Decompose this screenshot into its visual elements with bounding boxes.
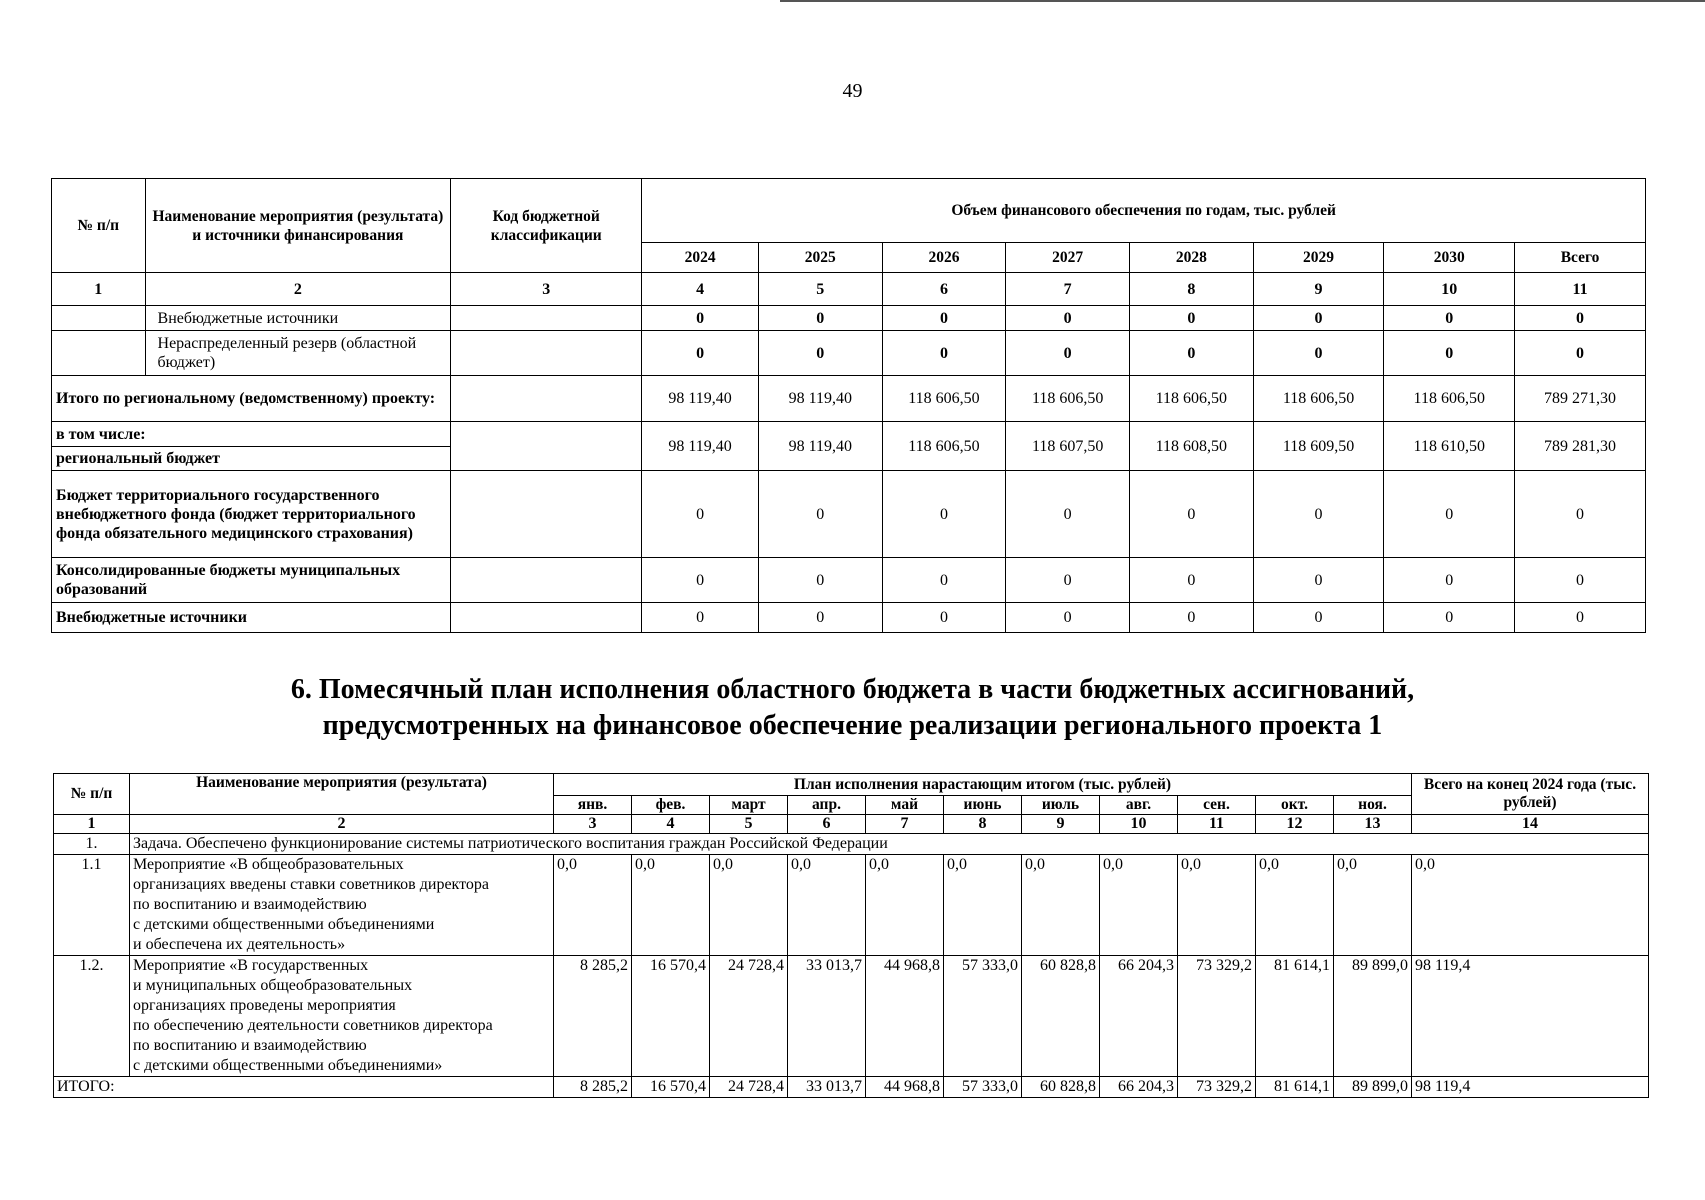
value-cell: 118 606,50 <box>1384 376 1515 422</box>
cell-empty <box>451 603 642 633</box>
total-cell: 98 119,4 <box>1412 1077 1649 1098</box>
value-cell: 0 <box>642 558 759 603</box>
value-cell: 0,0 <box>710 855 788 956</box>
value-cell: 118 606,50 <box>1006 376 1130 422</box>
value-cell: 0,0 <box>554 855 632 956</box>
value-cell: 81 614,1 <box>1256 1077 1334 1098</box>
table-row <box>52 471 1646 558</box>
cell-empty <box>451 422 642 471</box>
header-total: Всего на конец 2024 года (тыс. рублей) <box>1412 774 1649 815</box>
value-cell: 0 <box>758 331 882 376</box>
value-cell: 118 606,50 <box>1129 376 1253 422</box>
index-cell: 3 <box>554 815 632 834</box>
value-cell: 118 610,50 <box>1384 422 1515 471</box>
total-row <box>54 1077 1649 1098</box>
value-cell: 60 828,8 <box>1022 956 1100 1077</box>
header-month: фев. <box>632 796 710 815</box>
value-cell: 0 <box>1129 558 1253 603</box>
header-name: Наименование мероприятия (результата) и источники финансирования <box>145 179 451 273</box>
value-cell: 789 271,30 <box>1515 376 1646 422</box>
cell-empty <box>52 306 146 331</box>
row-label: Нераспределенный резерв (областной бюджет) <box>145 331 451 376</box>
value-cell: 98 119,40 <box>758 422 882 471</box>
value-cell: 0 <box>882 306 1006 331</box>
value-cell: 0 <box>758 558 882 603</box>
header-month: март <box>710 796 788 815</box>
header-code: Код бюджетной классификации <box>451 179 642 273</box>
value-cell: 0 <box>642 603 759 633</box>
header-name: Наименование мероприятия (результата) <box>130 774 554 815</box>
value-cell: 0 <box>882 471 1006 558</box>
value-cell: 0 <box>1384 558 1515 603</box>
header-month: июль <box>1022 796 1100 815</box>
index-cell: 10 <box>1100 815 1178 834</box>
cell-empty <box>451 331 642 376</box>
header-year: 2027 <box>1006 243 1130 273</box>
table-row <box>52 603 1646 633</box>
index-cell: 10 <box>1384 273 1515 306</box>
row-name: Мероприятие «В государственных и муниципальных общеобразовательных организациях проведены мероприятия по обеспечению деятельности советников директора по воспитанию и взаимодействию с детскими общественными объединениями» <box>130 956 554 1077</box>
table-row <box>54 956 1649 1077</box>
index-row <box>54 815 1649 834</box>
value-cell: 118 609,50 <box>1253 422 1384 471</box>
value-cell: 8 285,2 <box>554 1077 632 1098</box>
value-cell: 24 728,4 <box>710 956 788 1077</box>
row-label: Бюджет территориального государственного внебюджетного фонда (бюджет территориального фонда обязательного медицинского страхования) <box>52 471 451 558</box>
total-label: ИТОГО: <box>54 1077 554 1098</box>
index-cell: 5 <box>710 815 788 834</box>
value-cell: 57 333,0 <box>944 1077 1022 1098</box>
value-cell: 0 <box>882 558 1006 603</box>
index-cell: 4 <box>632 815 710 834</box>
index-cell: 11 <box>1178 815 1256 834</box>
header-month: ноя. <box>1334 796 1412 815</box>
financing-table <box>51 178 1646 633</box>
header-month: янв. <box>554 796 632 815</box>
value-cell: 44 968,8 <box>866 956 944 1077</box>
row-label: Внебюджетные источники <box>52 603 451 633</box>
index-cell: 8 <box>944 815 1022 834</box>
value-cell: 0 <box>1515 471 1646 558</box>
header-no: № п/п <box>54 774 130 815</box>
value-cell: 0 <box>1253 558 1384 603</box>
task-number: 1. <box>54 834 130 855</box>
value-cell: 0 <box>1129 331 1253 376</box>
header-year: 2028 <box>1129 243 1253 273</box>
header-month: окт. <box>1256 796 1334 815</box>
header-year: 2026 <box>882 243 1006 273</box>
top-rule <box>780 0 1705 2</box>
value-cell: 0 <box>642 471 759 558</box>
value-cell: 60 828,8 <box>1022 1077 1100 1098</box>
value-cell: 0,0 <box>632 855 710 956</box>
value-cell: 0 <box>1515 603 1646 633</box>
value-cell: 0 <box>758 471 882 558</box>
value-cell: 73 329,2 <box>1178 1077 1256 1098</box>
value-cell: 0 <box>1384 331 1515 376</box>
index-cell: 8 <box>1129 273 1253 306</box>
value-cell: 0 <box>1006 471 1130 558</box>
value-cell: 0 <box>1515 306 1646 331</box>
header-plan: План исполнения нарастающим итогом (тыс. рублей) <box>554 774 1412 796</box>
header-month: апр. <box>788 796 866 815</box>
row-name: Мероприятие «В общеобразовательных организациях введены ставки советников директора по воспитанию и взаимодействию с детскими общественными объединениями и обеспечена их деятельность» <box>130 855 554 956</box>
value-cell: 16 570,4 <box>632 956 710 1077</box>
value-cell: 33 013,7 <box>788 1077 866 1098</box>
row-number: 1.2. <box>54 956 130 1077</box>
value-cell: 8 285,2 <box>554 956 632 1077</box>
section-title <box>0 672 1705 744</box>
header-year: 2030 <box>1384 243 1515 273</box>
value-cell: 98 119,40 <box>758 376 882 422</box>
value-cell: 66 204,3 <box>1100 1077 1178 1098</box>
value-cell: 0 <box>1253 331 1384 376</box>
header-month: июнь <box>944 796 1022 815</box>
value-cell: 118 606,50 <box>1253 376 1384 422</box>
section-title-line: предусмотренных на финансовое обеспечение реализации регионального проекта 1 <box>322 710 1383 741</box>
index-cell: 6 <box>882 273 1006 306</box>
row-label: региональный бюджет <box>52 447 451 471</box>
header-month: сен. <box>1178 796 1256 815</box>
header-year: 2029 <box>1253 243 1384 273</box>
value-cell: 118 606,50 <box>882 422 1006 471</box>
total-cell: 98 119,4 <box>1412 956 1649 1077</box>
value-cell: 789 281,30 <box>1515 422 1646 471</box>
value-cell: 0 <box>1129 306 1253 331</box>
value-cell: 16 570,4 <box>632 1077 710 1098</box>
value-cell: 0 <box>1006 603 1130 633</box>
index-cell: 13 <box>1334 815 1412 834</box>
page-number: 49 <box>842 80 863 102</box>
value-cell: 0,0 <box>1022 855 1100 956</box>
value-cell: 98 119,40 <box>642 422 759 471</box>
value-cell: 0 <box>882 603 1006 633</box>
index-cell: 12 <box>1256 815 1334 834</box>
index-cell: 14 <box>1412 815 1649 834</box>
value-cell: 0 <box>882 331 1006 376</box>
value-cell: 57 333,0 <box>944 956 1022 1077</box>
index-cell: 1 <box>54 815 130 834</box>
value-cell: 0 <box>642 331 759 376</box>
value-cell: 0,0 <box>866 855 944 956</box>
value-cell: 0,0 <box>788 855 866 956</box>
value-cell: 0 <box>1515 331 1646 376</box>
total-cell: 0,0 <box>1412 855 1649 956</box>
value-cell: 66 204,3 <box>1100 956 1178 1077</box>
header-year: 2024 <box>642 243 759 273</box>
task-text: Задача. Обеспечено функционирование системы патриотического воспитания граждан Российской Федерации <box>130 834 1649 855</box>
index-cell: 2 <box>145 273 451 306</box>
value-cell: 0 <box>1384 306 1515 331</box>
row-number: 1.1 <box>54 855 130 956</box>
index-cell: 5 <box>758 273 882 306</box>
value-cell: 98 119,40 <box>642 376 759 422</box>
value-cell: 0 <box>1006 558 1130 603</box>
table-row <box>52 558 1646 603</box>
value-cell: 0 <box>1253 603 1384 633</box>
value-cell: 118 607,50 <box>1006 422 1130 471</box>
value-cell: 33 013,7 <box>788 956 866 1077</box>
cell-empty <box>451 558 642 603</box>
row-label: Итого по региональному (ведомственному) проекту: <box>52 376 451 422</box>
value-cell: 0 <box>1515 558 1646 603</box>
value-cell: 0 <box>1384 471 1515 558</box>
section-title-line: 6. Помесячный план исполнения областного бюджета в части бюджетных ассигнований, <box>290 674 1415 705</box>
table-row <box>52 376 1646 422</box>
table-row <box>52 422 1646 447</box>
index-cell: 3 <box>451 273 642 306</box>
header-month: авг. <box>1100 796 1178 815</box>
table-row <box>52 331 1646 376</box>
table-row <box>54 855 1649 956</box>
value-cell: 0 <box>758 306 882 331</box>
cell-empty <box>52 331 146 376</box>
index-cell: 9 <box>1253 273 1384 306</box>
value-cell: 0 <box>758 603 882 633</box>
value-cell: 0 <box>1384 603 1515 633</box>
value-cell: 73 329,2 <box>1178 956 1256 1077</box>
row-label: Внебюджетные источники <box>145 306 451 331</box>
value-cell: 0,0 <box>1334 855 1412 956</box>
value-cell: 0,0 <box>1178 855 1256 956</box>
index-cell: 2 <box>130 815 554 834</box>
value-cell: 89 899,0 <box>1334 1077 1412 1098</box>
row-label: Консолидированные бюджеты муниципальных образований <box>52 558 451 603</box>
value-cell: 0 <box>1253 471 1384 558</box>
task-row <box>54 834 1649 855</box>
cell-empty <box>451 306 642 331</box>
monthly-plan-table <box>53 773 1649 1098</box>
value-cell: 118 608,50 <box>1129 422 1253 471</box>
value-cell: 0 <box>1253 306 1384 331</box>
value-cell: 81 614,1 <box>1256 956 1334 1077</box>
index-cell: 1 <box>52 273 146 306</box>
value-cell: 0,0 <box>1256 855 1334 956</box>
index-cell: 11 <box>1515 273 1646 306</box>
value-cell: 24 728,4 <box>710 1077 788 1098</box>
value-cell: 0 <box>1129 603 1253 633</box>
header-no: № п/п <box>52 179 146 273</box>
value-cell: 44 968,8 <box>866 1077 944 1098</box>
header-month: май <box>866 796 944 815</box>
value-cell: 0 <box>1006 306 1130 331</box>
value-cell: 89 899,0 <box>1334 956 1412 1077</box>
index-cell: 7 <box>866 815 944 834</box>
index-cell: 4 <box>642 273 759 306</box>
header-year: 2025 <box>758 243 882 273</box>
header-volume: Объем финансового обеспечения по годам, тыс. рублей <box>642 179 1646 243</box>
value-cell: 0,0 <box>1100 855 1178 956</box>
value-cell: 0,0 <box>944 855 1022 956</box>
table-row <box>52 306 1646 331</box>
cell-empty <box>451 471 642 558</box>
index-cell: 6 <box>788 815 866 834</box>
header-year-total: Всего <box>1515 243 1646 273</box>
index-cell: 9 <box>1022 815 1100 834</box>
index-cell: 7 <box>1006 273 1130 306</box>
value-cell: 118 606,50 <box>882 376 1006 422</box>
value-cell: 0 <box>1129 471 1253 558</box>
value-cell: 0 <box>1006 331 1130 376</box>
cell-empty <box>451 376 642 422</box>
row-label: в том числе: <box>52 422 451 447</box>
value-cell: 0 <box>642 306 759 331</box>
